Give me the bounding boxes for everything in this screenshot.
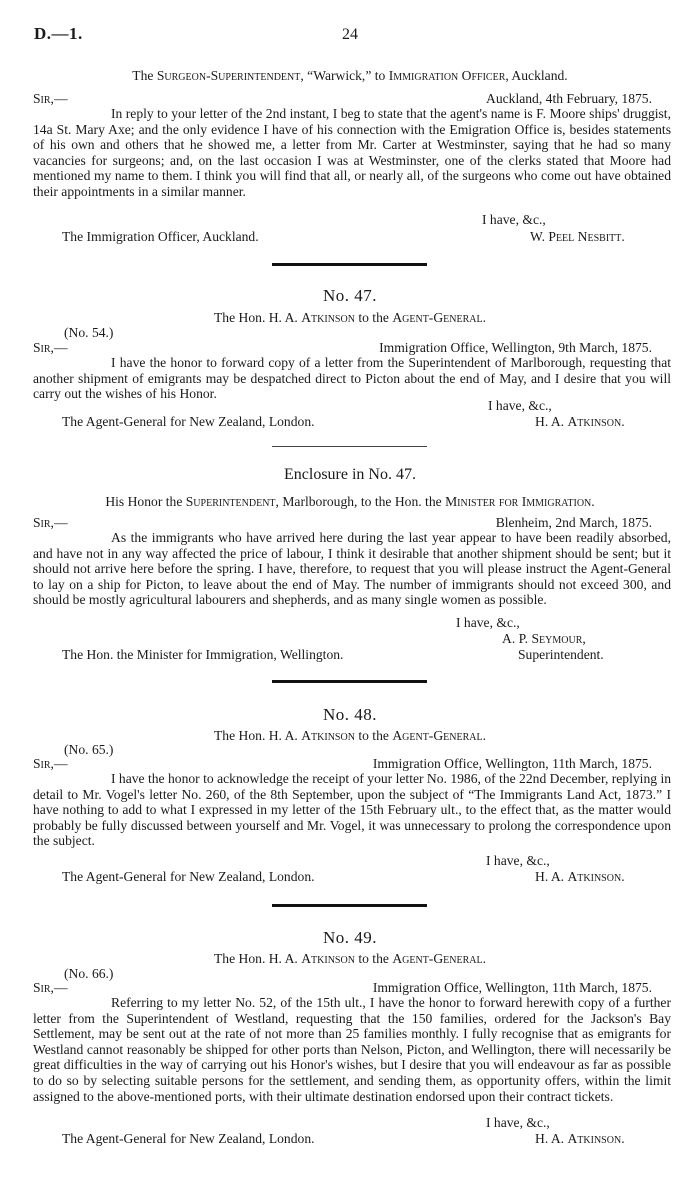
signature: A. P. Seymour, [502,631,586,646]
reference-number: (No. 65.) [64,742,114,757]
closing: I have, &c., [486,853,550,868]
letter-heading: The Hon. H. A. Atkinson to the Agent-General. [214,728,486,743]
closing: I have, &c., [456,615,520,630]
closing: I have, &c., [482,212,546,227]
letter-heading: The Hon. H. A. Atkinson to the Agent-General. [214,310,486,325]
letter-number-title: No. 47. [322,286,378,305]
document-code: D.—1. [34,24,83,43]
letter-heading: The Surgeon-Superintendent, “Warwick,” to Immigration Officer, Auckland. [132,68,568,83]
salutation: Sir,— [33,515,68,530]
signature: W. Peel Nesbitt. [530,229,625,244]
salutation: Sir,— [33,91,68,106]
enclosure-title: Enclosure in No. 47. [284,466,416,483]
place-date: Immigration Office, Wellington, 9th March, 1875. [379,340,652,355]
addressee: The Immigration Officer, Auckland. [62,229,259,244]
letter-body: I have the honor to acknowledge the receipt of your letter No. 1986, of the 22nd December, replying in detail to Mr. Vogel's letter No. 260, of the 8th September, upon the subject of “The Immigrants Land Act, 1873.” I have nothing to add to what I expressed in my letter of the 15th February ult., to the effect that, as the matter would probably be fully discussed between yourself and Mr. Vogel, it was unnecessary to prolong the correspondence upon the subject. [33,771,672,849]
reference-number: (No. 54.) [64,325,114,340]
place-date: Immigration Office, Wellington, 11th March, 1875. [372,980,652,995]
page-number: 24 [342,26,358,43]
closing: I have, &c., [488,398,552,413]
section-divider [272,680,427,683]
place-date: Auckland, 4th February, 1875. [486,91,652,106]
place-date: Immigration Office, Wellington, 11th March, 1875. [372,756,652,771]
closing: I have, &c., [486,1115,550,1130]
signature: H. A. Atkinson. [535,414,625,429]
addressee: The Agent-General for New Zealand, London. [62,414,315,429]
signature: H. A. Atkinson. [535,1131,625,1146]
section-divider [272,263,427,266]
salutation: Sir,— [33,756,68,771]
letter-heading: The Hon. H. A. Atkinson to the Agent-General. [214,951,486,966]
addressee: The Agent-General for New Zealand, London. [62,869,315,884]
letter-body: Referring to my letter No. 52, of the 15th ult., I have the honor to forward herewith copy of a further letter from the Superintendent of Westland, requesting that the 150 families, ordered for the Jackson's Bay Settlement, may be sent out at the rate of not more than 25 families monthly. I fully recognise that as emigrants for Westland cannot reasonably be shipped for other ports than Nelson, Picton, and Wellington, there will necessarily be great difficulties in the way of carrying out his Honor's wishes, but I desire that you will endeavour as far as possible to do so by selecting suitable persons for the settlement, and sending them, as opportunity offers, within the limit assigned to the above-mentioned ports, with their ultimate destination endorsed upon their contract tickets. [33,995,671,1104]
salutation: Sir,— [33,340,68,355]
letter-number-title: No. 49. [322,928,378,947]
place-date: Blenheim, 2nd March, 1875. [495,515,652,530]
section-divider [272,904,427,907]
letter-body: In reply to your letter of the 2nd instant, I beg to state that the agent's name is F. Moore ships' druggist, 14a St. Mary Axe; and the only evidence I have of his connection with the Emigration Office is, besides statements of his own and others that he showed me, a letter from Mr. Carter at Westminster, saying that he had so many vacancies for surgeons; and, on the last occasion I was at Westminster, one of the clerks stated that Moore had mentioned my name to them. I think you will find that all, or nearly all, of the surgeons who come out have obtained their appointments in a similar manner. [33,106,671,199]
reference-number: (No. 66.) [64,966,114,981]
letter-body: I have the honor to forward copy of a letter from the Superintendent of Marlborough, requesting that another shipment of emigrants may be despatched direct to Picton about the end of May, and I desire that you will carry out the wishes of his Honor. [33,355,671,402]
section-divider [272,446,427,447]
letter-heading: His Honor the Superintendent, Marlborough, to the Hon. the Minister for Immigration. [105,494,595,509]
addressee: The Hon. the Minister for Immigration, Wellington. [62,647,344,662]
letter-number-title: No. 48. [322,705,378,724]
letter-body: As the immigrants who have arrived here during the last year appear to have been readily absorbed, and have not in any way affected the price of labour, I think it desirable that another shipment should be sent; but it should not arrive here before the spring. I have, therefore, to request that you will please instruct the Agent-General to lay on a ship for Picton, to leave about the end of May. The number of immigrants should not exceed 300, and should be mostly agricultural labourers and shepherds, and as many single women as possible. [33,530,671,608]
addressee: The Agent-General for New Zealand, London. [62,1131,315,1146]
signer-title: Superintendent. [518,647,604,662]
salutation: Sir,— [33,980,68,995]
signature: H. A. Atkinson. [535,869,625,884]
